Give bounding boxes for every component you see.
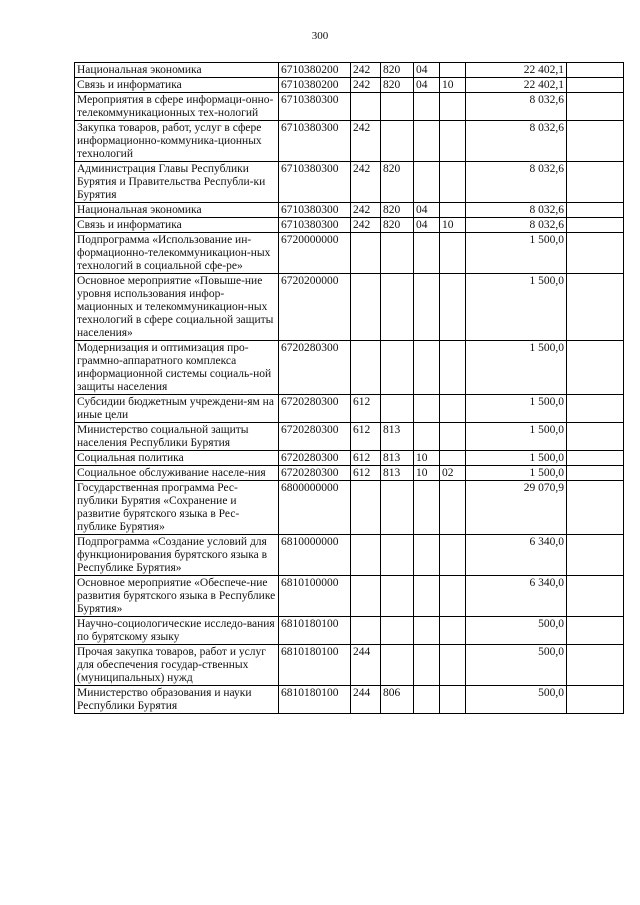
- row-empty-cell: [567, 203, 624, 218]
- row-admin-cell: [381, 274, 414, 341]
- table-row: [75, 617, 624, 645]
- row-name-cell: Национальная экономика: [75, 203, 279, 218]
- row-expense-type-cell: [351, 617, 381, 645]
- table-row: [75, 451, 624, 466]
- row-amount-cell: 8 032,6: [466, 218, 567, 233]
- row-name-cell: Закупка товаров, работ, услуг в сфере информационно-коммуника-ционных технологий: [75, 121, 279, 162]
- row-expense-type-cell: 244: [351, 686, 381, 714]
- row-expense-type-cell: [351, 274, 381, 341]
- row-subsection-cell: [440, 93, 466, 121]
- row-amount-cell: 1 500,0: [466, 341, 567, 395]
- table-row: [75, 535, 624, 576]
- row-expense-type-cell: 244: [351, 645, 381, 686]
- row-section-cell: [414, 423, 440, 451]
- row-name-cell: Мероприятия в сфере информаци-онно-телекоммуникационных тех-нологий: [75, 93, 279, 121]
- row-section-cell: [414, 535, 440, 576]
- row-code-cell: 6810180100: [279, 617, 351, 645]
- row-expense-type-cell: 612: [351, 451, 381, 466]
- row-section-cell: [414, 274, 440, 341]
- row-subsection-cell: [440, 274, 466, 341]
- table-row: [75, 78, 624, 93]
- row-amount-cell: 22 402,1: [466, 63, 567, 78]
- row-name-cell: Социальная политика: [75, 451, 279, 466]
- row-expense-type-cell: 242: [351, 78, 381, 93]
- row-admin-cell: 820: [381, 78, 414, 93]
- row-name-cell: Министерство социальной защиты населения Республики Бурятия: [75, 423, 279, 451]
- row-code-cell: 6710380300: [279, 218, 351, 233]
- row-subsection-cell: 02: [440, 466, 466, 481]
- row-expense-type-cell: [351, 535, 381, 576]
- row-section-cell: 04: [414, 78, 440, 93]
- table-row: [75, 63, 624, 78]
- row-section-cell: [414, 686, 440, 714]
- table-row: [75, 423, 624, 451]
- row-amount-cell: 8 032,6: [466, 121, 567, 162]
- row-admin-cell: [381, 617, 414, 645]
- row-subsection-cell: [440, 576, 466, 617]
- row-expense-type-cell: 612: [351, 466, 381, 481]
- table-row: [75, 218, 624, 233]
- table-row: [75, 686, 624, 714]
- row-subsection-cell: [440, 481, 466, 535]
- row-section-cell: 10: [414, 451, 440, 466]
- row-subsection-cell: [440, 535, 466, 576]
- row-expense-type-cell: 242: [351, 63, 381, 78]
- row-subsection-cell: [440, 395, 466, 423]
- row-section-cell: 04: [414, 218, 440, 233]
- row-section-cell: [414, 93, 440, 121]
- row-expense-type-cell: 612: [351, 423, 381, 451]
- row-name-cell: Научно-социологические исследо-вания по бурятскому языку: [75, 617, 279, 645]
- row-amount-cell: 500,0: [466, 645, 567, 686]
- page-number: 300: [311, 30, 329, 42]
- row-empty-cell: [567, 423, 624, 451]
- row-section-cell: [414, 395, 440, 423]
- row-code-cell: 6720280300: [279, 341, 351, 395]
- row-section-cell: [414, 341, 440, 395]
- row-empty-cell: [567, 233, 624, 274]
- row-amount-cell: 1 500,0: [466, 274, 567, 341]
- row-code-cell: 6710380300: [279, 121, 351, 162]
- row-code-cell: 6710380200: [279, 63, 351, 78]
- budget-table: [74, 62, 624, 714]
- row-section-cell: 10: [414, 466, 440, 481]
- row-amount-cell: 8 032,6: [466, 203, 567, 218]
- row-name-cell: Подпрограмма «Использование ин-формационно-телекоммуникацион-ных технологий в социальной сфе-ре»: [75, 233, 279, 274]
- row-code-cell: 6720280300: [279, 423, 351, 451]
- row-name-cell: Национальная экономика: [75, 63, 279, 78]
- table-row: [75, 481, 624, 535]
- row-subsection-cell: [440, 686, 466, 714]
- table-row: [75, 341, 624, 395]
- table-row: [75, 203, 624, 218]
- row-expense-type-cell: [351, 93, 381, 121]
- row-admin-cell: [381, 481, 414, 535]
- row-code-cell: 6720000000: [279, 233, 351, 274]
- row-empty-cell: [567, 93, 624, 121]
- row-empty-cell: [567, 617, 624, 645]
- table-row: [75, 274, 624, 341]
- row-code-cell: 6800000000: [279, 481, 351, 535]
- row-name-cell: Связь и информатика: [75, 78, 279, 93]
- row-admin-cell: 813: [381, 423, 414, 451]
- row-admin-cell: 813: [381, 451, 414, 466]
- row-section-cell: [414, 576, 440, 617]
- table-row: [75, 233, 624, 274]
- row-section-cell: [414, 162, 440, 203]
- row-subsection-cell: [440, 63, 466, 78]
- table-row: [75, 466, 624, 481]
- row-empty-cell: [567, 274, 624, 341]
- row-subsection-cell: 10: [440, 78, 466, 93]
- row-expense-type-cell: [351, 341, 381, 395]
- row-empty-cell: [567, 63, 624, 78]
- table-row: [75, 121, 624, 162]
- row-code-cell: 6810100000: [279, 576, 351, 617]
- row-code-cell: 6810180100: [279, 686, 351, 714]
- row-amount-cell: 1 500,0: [466, 466, 567, 481]
- row-admin-cell: [381, 121, 414, 162]
- row-code-cell: 6720280300: [279, 395, 351, 423]
- row-amount-cell: 500,0: [466, 617, 567, 645]
- row-admin-cell: 820: [381, 218, 414, 233]
- row-admin-cell: 820: [381, 162, 414, 203]
- row-subsection-cell: [440, 233, 466, 274]
- row-code-cell: 6710380300: [279, 203, 351, 218]
- row-admin-cell: 806: [381, 686, 414, 714]
- row-section-cell: 04: [414, 63, 440, 78]
- row-amount-cell: 6 340,0: [466, 576, 567, 617]
- row-expense-type-cell: 612: [351, 395, 381, 423]
- row-code-cell: 6710380300: [279, 93, 351, 121]
- row-admin-cell: [381, 93, 414, 121]
- row-expense-type-cell: [351, 233, 381, 274]
- row-name-cell: Основное мероприятие «Обеспече-ние развития бурятского языка в Республике Бурятия»: [75, 576, 279, 617]
- row-empty-cell: [567, 535, 624, 576]
- row-amount-cell: 8 032,6: [466, 93, 567, 121]
- row-amount-cell: 22 402,1: [466, 78, 567, 93]
- row-code-cell: 6720200000: [279, 274, 351, 341]
- row-subsection-cell: [440, 617, 466, 645]
- row-subsection-cell: [440, 645, 466, 686]
- row-code-cell: 6810000000: [279, 535, 351, 576]
- row-amount-cell: 1 500,0: [466, 451, 567, 466]
- row-expense-type-cell: [351, 481, 381, 535]
- row-admin-cell: [381, 395, 414, 423]
- budget-table-body: [75, 63, 624, 714]
- row-empty-cell: [567, 576, 624, 617]
- row-subsection-cell: [440, 162, 466, 203]
- row-section-cell: [414, 645, 440, 686]
- row-amount-cell: 6 340,0: [466, 535, 567, 576]
- row-admin-cell: [381, 233, 414, 274]
- row-section-cell: [414, 481, 440, 535]
- table-row: [75, 162, 624, 203]
- row-admin-cell: 820: [381, 63, 414, 78]
- row-name-cell: Государственная программа Рес-публики Бурятия «Сохранение и развитие бурятского языка в Рес-публике Бурятия»: [75, 481, 279, 535]
- row-subsection-cell: [440, 423, 466, 451]
- row-admin-cell: 813: [381, 466, 414, 481]
- row-name-cell: Связь и информатика: [75, 218, 279, 233]
- row-empty-cell: [567, 121, 624, 162]
- row-code-cell: 6810180100: [279, 645, 351, 686]
- row-amount-cell: 1 500,0: [466, 395, 567, 423]
- row-code-cell: 6710380300: [279, 162, 351, 203]
- row-name-cell: Подпрограмма «Создание условий для функционирования бурятского языка в Республике Бурятия»: [75, 535, 279, 576]
- table-row: [75, 395, 624, 423]
- row-amount-cell: 8 032,6: [466, 162, 567, 203]
- row-subsection-cell: [440, 451, 466, 466]
- row-empty-cell: [567, 645, 624, 686]
- table-row: [75, 645, 624, 686]
- row-empty-cell: [567, 162, 624, 203]
- row-empty-cell: [567, 395, 624, 423]
- row-admin-cell: [381, 645, 414, 686]
- row-expense-type-cell: 242: [351, 203, 381, 218]
- row-empty-cell: [567, 451, 624, 466]
- row-empty-cell: [567, 481, 624, 535]
- row-subsection-cell: 10: [440, 218, 466, 233]
- row-admin-cell: [381, 576, 414, 617]
- row-admin-cell: [381, 535, 414, 576]
- row-section-cell: [414, 233, 440, 274]
- row-section-cell: 04: [414, 203, 440, 218]
- row-admin-cell: [381, 341, 414, 395]
- row-empty-cell: [567, 218, 624, 233]
- table-row: [75, 576, 624, 617]
- row-name-cell: Субсидии бюджетным учреждени-ям на иные цели: [75, 395, 279, 423]
- row-subsection-cell: [440, 121, 466, 162]
- row-subsection-cell: [440, 203, 466, 218]
- row-section-cell: [414, 617, 440, 645]
- row-amount-cell: 500,0: [466, 686, 567, 714]
- table-row: [75, 93, 624, 121]
- row-empty-cell: [567, 341, 624, 395]
- row-empty-cell: [567, 78, 624, 93]
- row-name-cell: Основное мероприятие «Повыше-ние уровня использования инфор-мационных и телекоммуникацион-ных технологий в сфере социальной защиты населения»: [75, 274, 279, 341]
- row-section-cell: [414, 121, 440, 162]
- row-empty-cell: [567, 686, 624, 714]
- row-expense-type-cell: 242: [351, 218, 381, 233]
- row-expense-type-cell: 242: [351, 121, 381, 162]
- row-amount-cell: 1 500,0: [466, 423, 567, 451]
- row-name-cell: Министерство образования и науки Республики Бурятия: [75, 686, 279, 714]
- row-name-cell: Прочая закупка товаров, работ и услуг для обеспечения государ-ственных (муниципальных) нужд: [75, 645, 279, 686]
- row-name-cell: Социальное обслуживание населе-ния: [75, 466, 279, 481]
- row-code-cell: 6720280300: [279, 451, 351, 466]
- row-amount-cell: 29 070,9: [466, 481, 567, 535]
- row-subsection-cell: [440, 341, 466, 395]
- row-expense-type-cell: [351, 576, 381, 617]
- row-name-cell: Модернизация и оптимизация про-граммно-аппаратного комплекса информационной системы социаль-ной защиты населения: [75, 341, 279, 395]
- row-expense-type-cell: 242: [351, 162, 381, 203]
- row-amount-cell: 1 500,0: [466, 233, 567, 274]
- row-code-cell: 6710380200: [279, 78, 351, 93]
- row-name-cell: Администрация Главы Республики Бурятия и Правительства Республи-ки Бурятия: [75, 162, 279, 203]
- row-code-cell: 6720280300: [279, 466, 351, 481]
- row-empty-cell: [567, 466, 624, 481]
- row-admin-cell: 820: [381, 203, 414, 218]
